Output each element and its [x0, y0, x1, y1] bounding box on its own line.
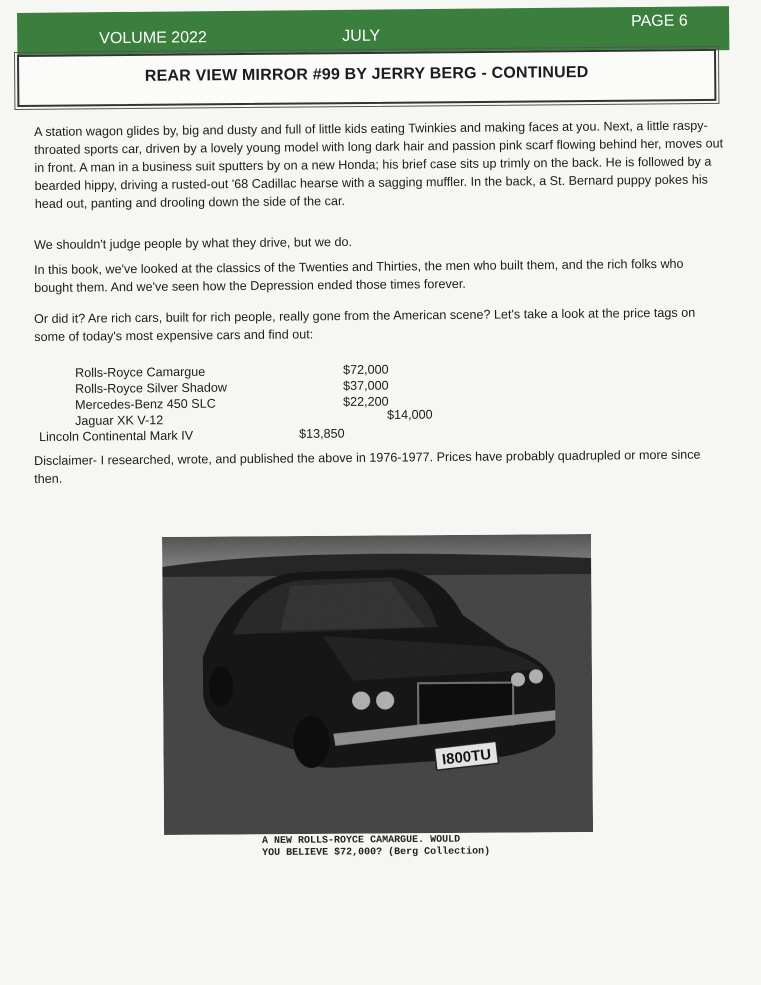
price-list-car: Mercedes-Benz 450 SLC	[75, 396, 216, 412]
caption-line: A NEW ROLLS-ROYCE CAMARGUE. WOULD	[262, 834, 461, 847]
photo-caption	[262, 834, 562, 860]
paragraph: A station wagon glides by, big and dusty and full of little kids eating Twinkies and making faces at you. Next, a little raspy-throated sports car, driven by a lovely young model with long dark hair and passion pink scarf flowing behind her, moves out in front. A man in a business suit sputters by on a new Honda; his brief case sits up trimly on the back. He is followed by a bearded hippy, driving a rusted-out '68 Cadillac hearse with a sagging muffler. In the back, a St. Bernard puppy pokes his head out, panting and drooling down the side of the car.	[34, 118, 724, 211]
car-headlight	[376, 691, 394, 709]
price-list-price: $22,200	[343, 394, 389, 409]
paragraph: Or did it? Are rich cars, built for rich people, really gone from the American scene? Let's take a look at the price tags on some of today's most expensive cars and find out:	[34, 305, 696, 344]
price-list-price: $13,850	[299, 426, 345, 441]
paragraph: Disclaimer- I researched, wrote, and published the above in 1976-1977. Prices have probably quadrupled or more since then.	[34, 447, 701, 486]
car-headlight	[529, 669, 543, 683]
price-list-car: Jaguar XK V-12	[75, 413, 164, 428]
price-list-car: Rolls-Royce Silver Shadow	[75, 380, 228, 396]
paragraph-disclaimer	[34, 445, 724, 488]
paragraph: We shouldn't judge people by what they drive, but we do.	[34, 234, 353, 252]
price-list-price: $37,000	[343, 378, 389, 393]
license-plate-text: I800TU	[441, 746, 492, 769]
paragraph: In this book, we've looked at the classics of the Twenties and Thirties, the men who built them, and the rich folks who bought them. And we've seen how the Depression ended those times forever.	[34, 256, 684, 295]
paragraph-intro	[34, 116, 725, 213]
caption-line: YOU BELIEVE $72,000? (Berg Collection)	[262, 846, 491, 859]
car-wheel	[293, 716, 329, 768]
paragraph-classics	[34, 254, 724, 297]
header-page-number: PAGE 6	[631, 12, 688, 31]
car-headlight	[352, 692, 370, 710]
article-title: REAR VIEW MIRROR #99 BY JERRY BERG - CONTINUED	[144, 64, 589, 85]
price-list-price: $14,000	[387, 407, 433, 422]
price-list-car: Rolls-Royce Camargue	[75, 364, 206, 380]
price-list-car: Lincoln Continental Mark IV	[39, 428, 194, 444]
header-volume: VOLUME 2022	[99, 29, 207, 48]
paragraph-rich-cars	[34, 303, 724, 346]
header-month: JULY	[342, 27, 381, 45]
paragraph-judge	[34, 229, 724, 254]
price-list-price: $72,000	[343, 362, 389, 377]
car-headlight	[511, 672, 525, 686]
article-title-box	[17, 49, 716, 107]
car-photo	[162, 534, 593, 835]
